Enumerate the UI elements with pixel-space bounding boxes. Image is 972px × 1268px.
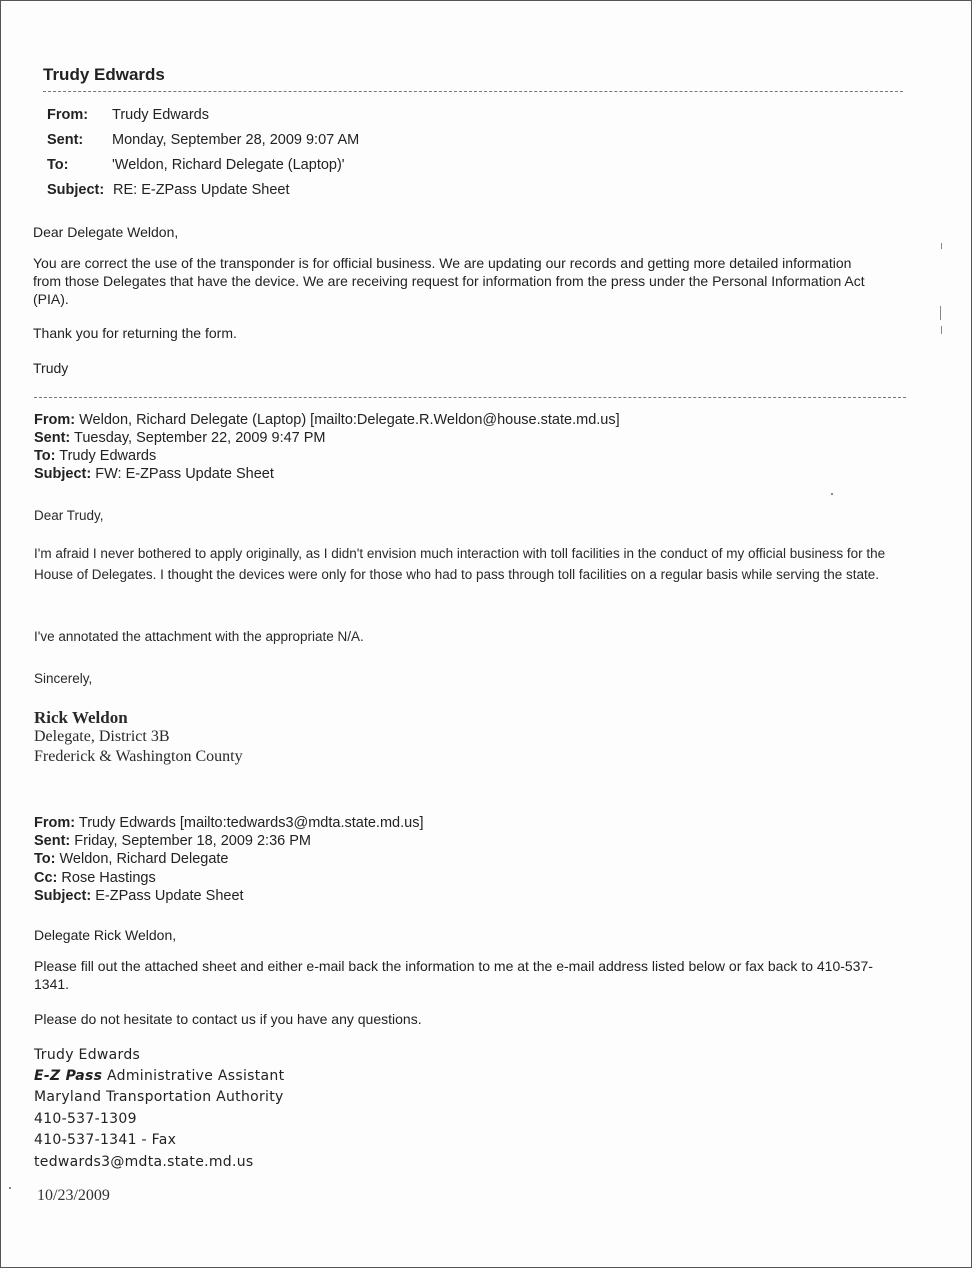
email2-from-label: From: [34, 412, 76, 428]
email3-sent-label: Sent: [34, 833, 71, 849]
email1-signoff: Trudy [33, 360, 69, 376]
email3-cc-label: Cc: [34, 870, 58, 886]
email2-from [34, 411, 620, 429]
sent-value: Monday, September 28, 2009 9:07 AM [112, 132, 360, 148]
email2-to [34, 447, 156, 465]
email3-sig-role [34, 1068, 284, 1084]
email2-sig-title: Delegate, District 3B [34, 728, 170, 745]
message-divider [34, 397, 906, 398]
email2-sent-label: Sent: [34, 430, 71, 446]
email3-sent-value: Friday, September 18, 2009 2:36 PM [74, 833, 311, 849]
email2-sig-county: Frederick & Washington County [34, 748, 243, 765]
email1-thanks: Thank you for returning the form. [33, 325, 237, 341]
subject-value: RE: E-ZPass Update Sheet [113, 182, 290, 198]
email3-cc [34, 869, 156, 887]
email3-subject [34, 887, 244, 905]
email2-closing: Sincerely, [34, 671, 93, 686]
email2-subject [34, 465, 274, 483]
to-label: To: [47, 157, 69, 173]
sent-label: Sent: [47, 132, 84, 148]
email2-to-label: To: [34, 448, 56, 464]
email3-sig-role-text: Administrative Assistant [102, 1068, 285, 1084]
email2-from-value: Weldon, Richard Delegate (Laptop) [mailto:Delegate.R.Weldon@house.state.md.us] [79, 412, 620, 428]
email3-sig-org: Maryland Transportation Authority [34, 1089, 284, 1105]
email3-sig-name: Trudy Edwards [34, 1047, 141, 1063]
email1-body: You are correct the use of the transponder is for official business. We are updating our records and getting more detailed information from those Delegates that have the device. We are receiving request for information from the press under the Personal Information Act (PIA). [33, 255, 865, 307]
to-value: 'Weldon, Richard Delegate (Laptop)' [112, 157, 345, 173]
subject-label: Subject: [47, 182, 105, 198]
email2-subject-label: Subject: [34, 466, 92, 482]
header-divider [43, 91, 903, 92]
email3-from-label: From: [34, 815, 76, 831]
email3-from-value: Trudy Edwards [mailto:tedwards3@mdta.state.md.us] [78, 815, 424, 831]
email1-greeting: Dear Delegate Weldon, [33, 224, 179, 240]
scan-speck [941, 326, 942, 334]
scan-speck [941, 243, 942, 249]
email3-subject-label: Subject: [34, 888, 92, 904]
email2-subject-value: FW: E-ZPass Update Sheet [95, 466, 274, 482]
email3-sig-brand: E-Z Pass [34, 1068, 103, 1084]
email2-body: I'm afraid I never bothered to apply originally, as I didn't envision much interaction with toll facilities in the conduct of my official business for the House of Delegates. I thought the devices were only for those who had to pass through toll facilities on a regular basis while serving the state. [34, 546, 886, 582]
scan-speck [940, 306, 941, 320]
email3-sig-fax: 410-537-1341 - Fax [34, 1132, 177, 1148]
email3-cc-value: Rose Hastings [61, 870, 156, 886]
email2-to-value: Trudy Edwards [59, 448, 157, 464]
email3-to-value: Weldon, Richard Delegate [59, 851, 229, 867]
email3-closing-note: Please do not hesitate to contact us if you have any questions. [34, 1011, 422, 1027]
email3-subject-value: E-ZPass Update Sheet [95, 888, 244, 904]
footer-date: 10/23/2009 [37, 1187, 110, 1204]
email3-body: Please fill out the attached sheet and either e-mail back the information to me at the e-mail address listed below or fax back to 410-537-1341. [34, 958, 873, 992]
sender-title: Trudy Edwards [43, 65, 165, 84]
email2-sig-name: Rick Weldon [34, 708, 128, 727]
email2-annotation: I've annotated the attachment with the appropriate N/A. [34, 629, 364, 644]
from-label: From: [47, 107, 89, 123]
email2-greeting: Dear Trudy, [34, 508, 104, 523]
from-value: Trudy Edwards [112, 107, 209, 123]
email3-greeting: Delegate Rick Weldon, [34, 927, 177, 943]
email3-sig-phone: 410-537-1309 [34, 1111, 137, 1127]
email3-to-label: To: [34, 851, 56, 867]
email2-sent-value: Tuesday, September 22, 2009 9:47 PM [74, 430, 326, 446]
email3-to [34, 850, 229, 868]
scan-speck [831, 493, 833, 495]
email3-sig-email: tedwards3@mdta.state.md.us [34, 1154, 254, 1170]
scan-speck [9, 1187, 11, 1189]
email3-sent [34, 832, 311, 850]
email3-from [34, 814, 423, 832]
email2-sent [34, 429, 326, 447]
